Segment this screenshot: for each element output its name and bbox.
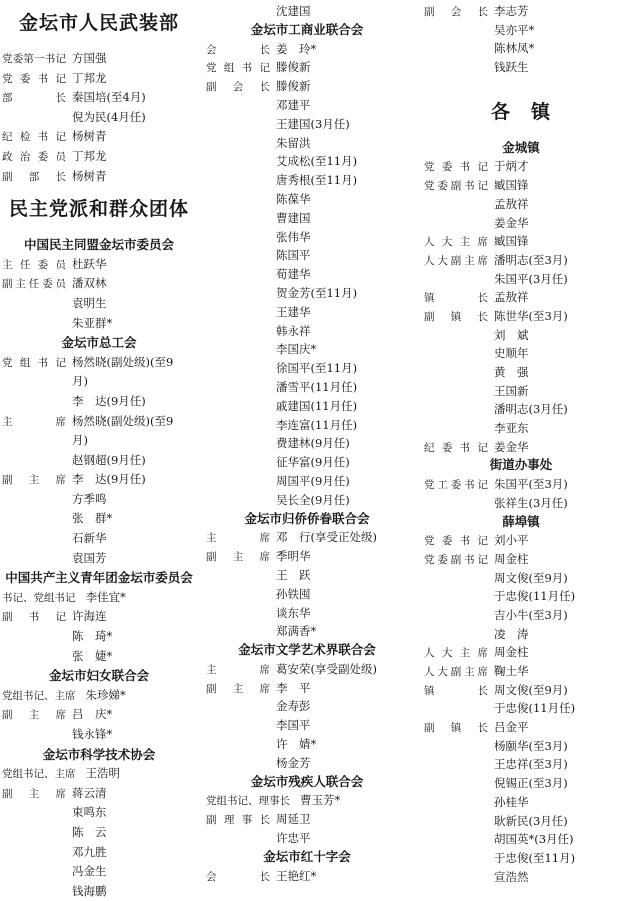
- entry-row: [206, 209, 408, 228]
- person-name: 杜跃华: [72, 256, 107, 271]
- person-name: 孟敖祥: [494, 196, 529, 211]
- person-name: 赵钢超(9月任): [72, 452, 146, 467]
- entry-row: [424, 251, 618, 270]
- person-name: 张 群*: [72, 511, 113, 526]
- entry-row: [424, 58, 618, 77]
- person-name: 丁邦龙: [72, 148, 107, 163]
- position-title: 书记、党组书记: [2, 591, 76, 604]
- entry-row: [2, 255, 196, 275]
- entry-row: [424, 195, 618, 214]
- organization-heading: 金坛市妇女联合会: [48, 668, 149, 684]
- person-name: 朱国平(至3月): [494, 477, 568, 492]
- entry-row: [2, 392, 196, 412]
- organization-heading: 金坛市归侨侨眷联合会: [244, 510, 370, 526]
- person-name: 凌 涛: [494, 626, 529, 641]
- entry-row: [424, 550, 618, 569]
- person-name: 吉小牛(至3月): [494, 607, 568, 622]
- person-name: 李佳宜*: [85, 589, 126, 604]
- person-name: 吕 庆*: [72, 707, 113, 722]
- person-name: 征华富(9月任): [276, 455, 350, 470]
- entry-row: [206, 2, 408, 21]
- person-name: 葛安荣(享受副处级): [276, 661, 377, 676]
- entry-row: [2, 607, 196, 627]
- person-name: 艾成松(至11月): [276, 154, 358, 169]
- person-name: 朱亚群*: [72, 315, 113, 330]
- person-name: 李国平: [276, 718, 311, 733]
- position-title: 人大主席: [424, 647, 488, 660]
- position-title: 党委书记: [424, 161, 488, 174]
- position-title: 副主席: [2, 787, 66, 800]
- entry-row: [2, 294, 196, 314]
- entry-row: [206, 246, 408, 265]
- column-right: [408, 0, 618, 890]
- organization-heading: 金坛市科学技术协会: [42, 746, 156, 762]
- position-title: 党委书记: [2, 72, 66, 85]
- entry-row: [2, 686, 196, 706]
- entry-row: [2, 862, 196, 882]
- entry-row: [424, 774, 618, 793]
- person-name: 李 达(9月任): [72, 472, 146, 487]
- entry-row: [424, 307, 618, 326]
- person-name: 杨然晓(副处级)(至9: [72, 413, 174, 428]
- person-name: 王浩明: [85, 766, 120, 781]
- person-name: 杨树青: [72, 129, 107, 144]
- entry-row: [2, 451, 196, 471]
- person-name: 鞠土华: [494, 664, 529, 678]
- person-name: 王 跃: [276, 567, 311, 582]
- entry-row: [424, 214, 618, 233]
- organization-heading: 薛埠镇: [502, 513, 540, 529]
- entry-row: [206, 322, 408, 341]
- position-title: 会长: [206, 43, 270, 56]
- person-name: 秦国培(至4月): [72, 90, 146, 105]
- person-name: 于忠俊(11月任): [494, 701, 576, 716]
- entry-row: [424, 868, 618, 887]
- entry-row: [424, 382, 618, 401]
- column-left: [0, 0, 196, 898]
- entry-row: [424, 830, 618, 849]
- position-title: 党委书记: [424, 535, 488, 548]
- person-name: 曹建国: [276, 210, 311, 225]
- entry-row: [206, 679, 408, 698]
- organization-heading: 金坛市文学艺术界联合会: [238, 642, 376, 658]
- person-name: 丁邦龙: [72, 70, 107, 85]
- organization-heading: 金城镇: [502, 139, 540, 155]
- entry-row: [424, 326, 618, 345]
- entry-row: [424, 344, 618, 363]
- position-title: 党工委书记: [424, 479, 488, 492]
- entry-row: [2, 784, 196, 804]
- person-name: 宣浩然: [494, 869, 529, 884]
- person-name: 倪锡正(至3月): [494, 776, 568, 791]
- entry-row: [206, 340, 408, 359]
- person-name: 刘小平: [494, 533, 529, 548]
- entry-row: [2, 529, 196, 549]
- entry-row: [206, 472, 408, 491]
- person-name: 潘明志(至3月): [494, 252, 568, 267]
- position-title: 副主任委员: [2, 278, 66, 291]
- person-name: 王艳红*: [276, 868, 317, 883]
- position-title: 人大副主席: [424, 666, 488, 678]
- person-name: 曹玉芳*: [300, 793, 341, 808]
- position-title: 会长: [206, 870, 270, 883]
- entry-row: [206, 397, 408, 416]
- entry-row: [206, 566, 408, 585]
- position-title: 人大副主席: [424, 254, 488, 267]
- entry-row: [2, 490, 196, 510]
- person-name: 沈建国: [276, 4, 311, 18]
- section-heading: 各 镇: [490, 100, 551, 123]
- entry-row: [424, 400, 618, 419]
- person-name: 胡国英*(3月任): [494, 832, 574, 847]
- person-name: 陈世华(至3月): [494, 308, 568, 323]
- entry-row: [424, 176, 618, 195]
- person-name: 倪为民(4月任): [72, 109, 146, 124]
- entry-row: [2, 127, 196, 147]
- position-title: 副主席: [2, 709, 66, 722]
- entry-row: [424, 270, 618, 289]
- person-name: 李志芳: [494, 4, 529, 18]
- person-name: 耿新民(3月任): [494, 813, 568, 828]
- person-name: 钱跃生: [494, 60, 529, 75]
- organization-heading: 中国民主同盟金坛市委员会: [23, 237, 174, 253]
- entry-row: [424, 606, 618, 625]
- person-name: 姜金华: [494, 439, 529, 454]
- entry-row: [424, 438, 618, 457]
- entry-row: [2, 803, 196, 823]
- person-name: 陈林凤*: [494, 41, 535, 56]
- entry-row: [2, 69, 196, 89]
- position-title: 副会长: [206, 81, 270, 94]
- entry-row: [206, 359, 408, 378]
- entry-row: [424, 232, 618, 251]
- entry-row: [206, 190, 408, 209]
- person-name: 谈东华: [276, 605, 311, 620]
- person-name: 周文俊(至9月): [494, 570, 568, 585]
- person-name: 钱海鹏: [72, 883, 107, 898]
- position-title: 副主席: [2, 474, 66, 487]
- person-name: 孟敖祥: [494, 290, 529, 305]
- entry-row: [206, 265, 408, 284]
- position-title: 主席: [206, 663, 270, 676]
- person-name: 袁国芳: [72, 550, 107, 565]
- entry-row: [2, 882, 196, 901]
- entry-row: [206, 434, 408, 453]
- position-title: 党委副书记: [424, 553, 488, 566]
- person-name: 许海连: [72, 609, 107, 624]
- organization-heading: 中国共产主义青年团金坛市委员会: [5, 570, 193, 586]
- entry-row: [206, 491, 408, 510]
- person-name: 陈 云: [72, 824, 107, 839]
- position-title: 政治委员: [2, 150, 66, 163]
- person-name: 潘双林: [72, 276, 107, 291]
- person-name: 周文俊(至9月): [494, 682, 568, 697]
- person-name: 费建林(9月任): [276, 436, 350, 451]
- entry-row: [424, 625, 618, 644]
- entry-row: [424, 643, 618, 662]
- entry-row: [206, 867, 408, 886]
- entry-row: [424, 363, 618, 382]
- entry-row: [2, 108, 196, 128]
- person-name: 臧国锋: [494, 234, 529, 249]
- entry-row: [206, 416, 408, 435]
- person-name: 周金柱: [494, 645, 529, 660]
- entry-row: [206, 547, 408, 566]
- person-name: 季明华: [276, 549, 311, 564]
- position-title: 人大主席: [424, 236, 488, 249]
- person-name: 荀建华: [276, 267, 311, 282]
- person-name: 刘 斌: [494, 327, 529, 342]
- person-name: 吕金平: [494, 720, 529, 735]
- organization-heading: 金坛市残疾人联合会: [250, 773, 364, 789]
- entry-row: [206, 622, 408, 641]
- person-name: 戚建国(11月任): [276, 398, 358, 413]
- person-name: 姜金华: [494, 215, 529, 230]
- entry-row: [206, 453, 408, 472]
- entry-row: [424, 531, 618, 550]
- person-name: 陈 琦*: [72, 629, 113, 644]
- entry-row: [206, 77, 408, 96]
- entry-row: [206, 735, 408, 754]
- position-title: 主任委员: [2, 258, 66, 271]
- entry-row: [2, 412, 196, 432]
- entry-row: [424, 39, 618, 58]
- position-title: 部长: [2, 92, 66, 105]
- person-name: 郑满香*: [276, 624, 317, 639]
- person-name: 王建国(3月任): [276, 116, 350, 131]
- person-name: 方国强: [72, 51, 107, 65]
- section-heading: 民主党派和群众团体: [8, 198, 189, 221]
- position-title: 党组书记、理事长: [206, 795, 290, 808]
- person-name: 姜 玲*: [276, 41, 317, 56]
- entry-row: [2, 372, 196, 392]
- entry-row: [2, 588, 196, 608]
- entry-row: [2, 823, 196, 843]
- person-name: 臧国锋: [494, 178, 529, 193]
- entry-row: [206, 378, 408, 397]
- position-title: 镇长: [424, 292, 488, 305]
- entry-row: [424, 681, 618, 700]
- person-name: 李 达(9月任): [72, 393, 146, 408]
- entry-row: [424, 793, 618, 812]
- person-name: 钱永锋*: [72, 727, 113, 741]
- position-title: 副镇长: [424, 310, 488, 323]
- entry-row: [424, 849, 618, 868]
- position-title: 副书记: [2, 611, 66, 624]
- entry-row: [424, 737, 618, 756]
- person-name: 孙桂华: [494, 794, 529, 809]
- entry-row: [206, 134, 408, 153]
- person-name: 潘雪平(11月任): [276, 379, 358, 394]
- entry-row: [206, 115, 408, 134]
- entry-row: [206, 660, 408, 679]
- person-name: 李 平: [276, 680, 311, 695]
- entry-row: [206, 171, 408, 190]
- entry-row: [424, 21, 618, 40]
- entry-row: [424, 288, 618, 307]
- entry-row: [424, 755, 618, 774]
- person-name: 滕俊新: [276, 60, 311, 75]
- person-name: 王忠祥(至3月): [494, 757, 568, 772]
- person-name: 滕俊新: [276, 79, 311, 94]
- person-name: 月): [72, 433, 88, 448]
- entry-row: [206, 604, 408, 623]
- entry-row: [206, 152, 408, 171]
- entry-row: [206, 697, 408, 716]
- position-title: 主席: [2, 415, 66, 428]
- person-name: 杨金芳: [276, 755, 311, 770]
- entry-row: [424, 569, 618, 588]
- entry-row: [2, 167, 196, 187]
- person-name: 史顺年: [494, 346, 529, 361]
- position-title: 主席: [206, 532, 270, 545]
- person-name: 潘明志(3月任): [494, 402, 568, 417]
- person-name: 徐国平(至11月): [276, 361, 358, 376]
- entry-row: [424, 494, 618, 513]
- entry-row: [206, 716, 408, 735]
- entry-row: [424, 2, 618, 21]
- person-name: 李国庆*: [276, 342, 317, 357]
- person-name: 方季鸣: [72, 491, 107, 506]
- position-title: 纪委书记: [424, 441, 488, 454]
- entry-row: [424, 812, 618, 831]
- person-name: 王国新: [494, 383, 529, 398]
- person-name: 张祥生(3月任): [494, 495, 568, 510]
- entry-row: [206, 528, 408, 547]
- person-name: 杨颐华(至3月): [494, 738, 568, 753]
- position-title: 副镇长: [424, 722, 488, 735]
- position-title: 党委副书记: [424, 180, 488, 193]
- person-name: 杨树青: [72, 168, 107, 183]
- person-name: 杨然晓(副处级)(至9: [72, 354, 174, 369]
- person-name: 贺金芳(至11月): [276, 285, 358, 300]
- entry-row: [424, 718, 618, 737]
- person-name: 周国平(9月任): [276, 473, 350, 488]
- entry-row: [424, 662, 618, 681]
- person-name: 王建华: [276, 304, 311, 319]
- position-title: 副主席: [206, 551, 270, 564]
- entry-row: [206, 58, 408, 77]
- organization-heading: 金坛市总工会: [61, 335, 137, 351]
- person-name: 邓 行(享受正处级): [276, 530, 377, 545]
- entry-row: [2, 725, 196, 745]
- person-name: 吴亦平*: [494, 22, 535, 37]
- entry-row: [206, 810, 408, 829]
- entry-row: [206, 791, 408, 810]
- person-name: 束鸣东: [72, 805, 107, 820]
- person-name: 邓建平: [276, 97, 311, 112]
- position-title: 镇长: [424, 684, 488, 697]
- person-name: 许忠平: [276, 831, 311, 846]
- entry-row: [206, 585, 408, 604]
- entry-row: [206, 829, 408, 848]
- person-name: 朱珍娣*: [85, 687, 126, 702]
- entry-row: [2, 647, 196, 667]
- entry-row: [206, 284, 408, 303]
- position-title: 副部长: [2, 170, 66, 183]
- entry-row: [2, 274, 196, 294]
- person-name: 李亚东: [494, 421, 529, 436]
- organization-heading: 金坛市工商业联合会: [250, 21, 364, 37]
- person-name: 石新华: [72, 531, 107, 546]
- entry-row: [2, 353, 196, 373]
- column-middle: [196, 0, 408, 890]
- position-title: 党组书记、主席: [2, 689, 76, 702]
- person-name: 许 婧*: [276, 737, 317, 752]
- person-name: 周金柱: [494, 551, 529, 566]
- person-name: 张 婕*: [72, 648, 113, 663]
- person-name: 黄 强: [494, 365, 529, 379]
- person-name: 邓九胜: [72, 844, 107, 859]
- position-title: 副会长: [424, 6, 488, 18]
- position-title: 副主席: [206, 682, 270, 695]
- person-name: 韩永祥: [276, 323, 311, 338]
- position-title: 纪检书记: [2, 131, 66, 144]
- entry-row: [424, 475, 618, 494]
- person-name: 陈葆华: [276, 191, 311, 206]
- organization-heading: 街道办事处: [489, 457, 553, 473]
- entry-row: [206, 96, 408, 115]
- entry-row: [206, 40, 408, 59]
- entry-row: [424, 157, 618, 176]
- entry-row: [2, 147, 196, 167]
- entry-row: [206, 303, 408, 322]
- entry-row: [2, 764, 196, 784]
- person-name: 袁明生: [72, 295, 107, 310]
- person-name: 蒋云清: [72, 785, 107, 800]
- entry-row: [424, 699, 618, 718]
- entry-row: [424, 587, 618, 606]
- person-name: 金寿彭: [276, 699, 311, 714]
- person-name: 于忠俊(至11月): [494, 850, 576, 865]
- entry-row: [2, 470, 196, 490]
- position-title: 党组书记、主席: [2, 768, 76, 781]
- entry-row: [424, 419, 618, 438]
- person-name: 唐秀根(至11月): [276, 173, 358, 188]
- person-name: 朱留洪: [276, 135, 311, 150]
- person-name: 月): [72, 374, 88, 389]
- entry-row: [206, 228, 408, 247]
- person-name: 周延卫: [276, 812, 311, 827]
- position-title: 副理事长: [206, 814, 270, 827]
- entry-row: [2, 431, 196, 451]
- entry-row: [2, 509, 196, 529]
- person-name: 吴长全(9月任): [276, 492, 350, 507]
- person-name: 冯金生: [72, 864, 107, 879]
- person-name: 于忠俊(11月任): [494, 589, 576, 604]
- person-name: 孙铁囤: [276, 586, 311, 601]
- entry-row: [2, 549, 196, 569]
- position-title: 党组书记: [2, 356, 66, 369]
- person-name: 张伟华: [276, 229, 311, 244]
- person-name: 陈国平: [276, 248, 311, 263]
- entry-row: [2, 705, 196, 725]
- entry-row: [2, 314, 196, 334]
- position-title: 党组书记: [206, 62, 270, 75]
- position-title: 党委第一书记: [2, 53, 66, 65]
- person-name: 朱国平(3月任): [494, 271, 568, 286]
- entry-row: [2, 49, 196, 69]
- section-heading: 金坛市人民武装部: [18, 12, 179, 34]
- entry-row: [2, 843, 196, 863]
- entry-row: [206, 754, 408, 773]
- person-name: 于炳才: [494, 159, 529, 174]
- person-name: 李连富(11月任): [276, 417, 358, 432]
- entry-row: [2, 627, 196, 647]
- entry-row: [2, 88, 196, 108]
- organization-heading: 金坛市红十字会: [263, 848, 351, 864]
